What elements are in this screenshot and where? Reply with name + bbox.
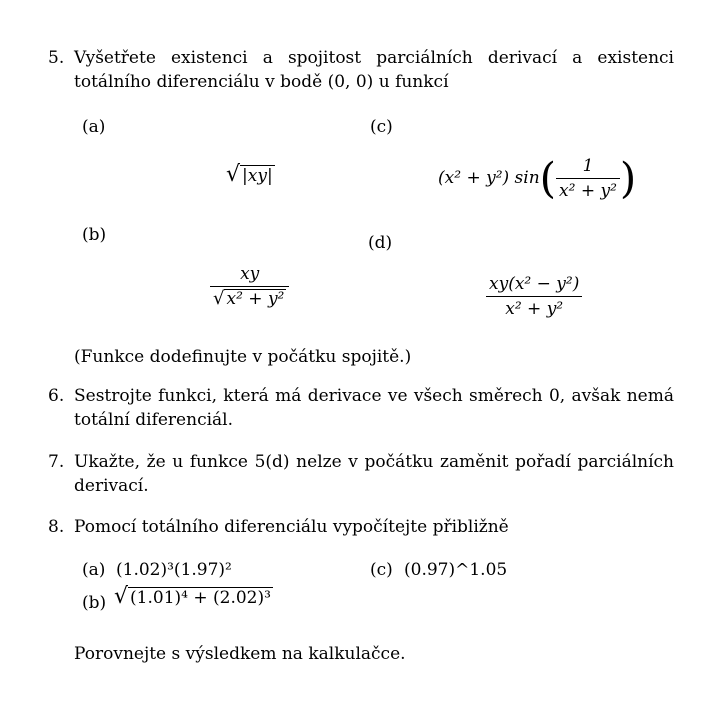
problem-8-number: 8. bbox=[48, 517, 65, 537]
problem-5-text: Vyšetřete existenci a spojitost parciálních derivací a existenci totálního diferenciálu v bodě (0, 0) u funkcí bbox=[74, 48, 674, 92]
sqrt-symbol: √ bbox=[114, 584, 129, 609]
problem-5b-expression: xy √ x² + y² bbox=[210, 262, 289, 311]
sqrt-symbol: √ bbox=[213, 288, 225, 309]
problem-8a-label: (a) bbox=[82, 560, 106, 580]
problem-5b-label: (b) bbox=[82, 225, 107, 245]
problem-8c-label: (c) bbox=[370, 560, 393, 580]
problem-8b-expression: √ (1.01)⁴ + (2.02)³ bbox=[114, 584, 271, 609]
problem-8-text: Pomocí totálního diferenciálu vypočítejte přibližně bbox=[74, 517, 509, 537]
problem-5a-label: (a) bbox=[82, 117, 106, 137]
problem-6-text: Sestrojte funkci, která má derivace ve všech směrech 0, avšak nemá totální diferenciál. bbox=[74, 386, 674, 430]
problem-5-number: 5. bbox=[48, 48, 65, 68]
problem-8b-label: (b) bbox=[82, 593, 107, 613]
problem-5c-label: (c) bbox=[370, 117, 393, 137]
problem-7-text: Ukažte, že u funkce 5(d) nelze v počátku zaměnit pořadí parciálních derivací. bbox=[74, 452, 674, 496]
problem-5d-expression: $\frac{\text{xy(x² − y²)}}{\text{x² + y²}}$ bbox=[486, 272, 582, 321]
problem-8a-expression: (1.02)³(1.97)² bbox=[116, 560, 232, 580]
problem-6-number: 6. bbox=[48, 386, 65, 406]
problem-7-number: 7. bbox=[48, 452, 65, 472]
problem-5d-label: (d) bbox=[368, 233, 393, 253]
problem-8-footer: Porovnejte s výsledkem na kalkulačce. bbox=[74, 644, 406, 664]
problem-5a-expression: √ |xy| bbox=[226, 162, 273, 187]
problem-5-note: (Funkce dodefinujte v počátku spojitě.) bbox=[74, 347, 412, 367]
problem-5c-expression: (x² + y²) sin( $\frac{1}{\text{x² + y²}}$ ) bbox=[438, 153, 637, 203]
sqrt-symbol: √ bbox=[226, 162, 241, 187]
problem-8c-expression: (0.97)^1.05 bbox=[404, 560, 508, 580]
